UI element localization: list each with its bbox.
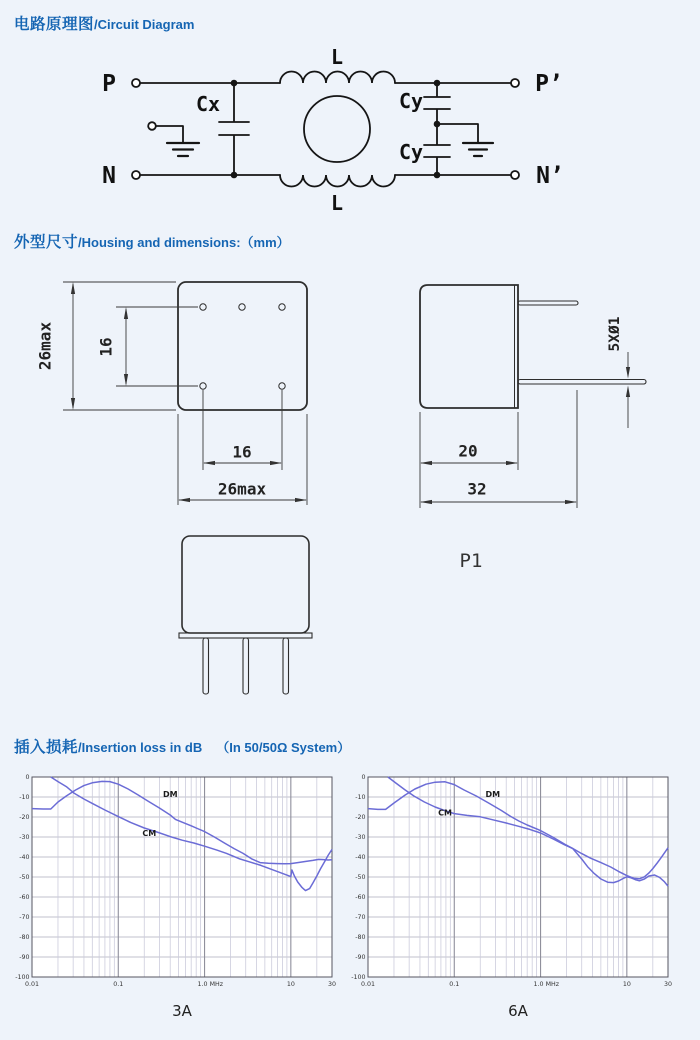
inductor-top xyxy=(280,72,395,84)
terminal-circles xyxy=(132,79,519,179)
svg-text:0: 0 xyxy=(361,774,366,781)
svg-text:30: 30 xyxy=(663,981,673,988)
inductor-bottom xyxy=(280,175,395,187)
left-ground-icon xyxy=(167,143,199,156)
circuit-title-en: /Circuit Diagram xyxy=(94,17,195,32)
svg-text:-100: -100 xyxy=(15,974,30,981)
dim-pin-dia-label: 5XØ1 xyxy=(607,316,623,352)
terminal-p-prime-label: P’ xyxy=(535,71,563,97)
dim-height-max-label: 26max xyxy=(35,321,55,371)
l-top-label: L xyxy=(330,45,344,69)
dim-overall-depth-label: 32 xyxy=(467,479,487,499)
left-ground-lead xyxy=(156,126,183,142)
dim-width-max-label: 26max xyxy=(217,479,267,499)
series-label-dm: DM xyxy=(485,790,501,799)
svg-text:10: 10 xyxy=(622,981,631,988)
svg-text:-20: -20 xyxy=(19,814,30,821)
svg-text:0.1: 0.1 xyxy=(113,981,124,988)
svg-text:-10: -10 xyxy=(19,794,30,801)
svg-text:10: 10 xyxy=(286,981,295,988)
dimension-arrows-side-view xyxy=(420,367,630,504)
chart-caption-3a: 3A xyxy=(172,1002,192,1020)
svg-text:-20: -20 xyxy=(355,814,366,821)
choke-core-circle xyxy=(304,96,370,162)
svg-text:0: 0 xyxy=(25,774,30,781)
svg-text:-30: -30 xyxy=(19,834,30,841)
circuit-schematic xyxy=(132,72,519,187)
dim-pin-pitch-h-label: 16 xyxy=(232,442,252,462)
loss-title-en: /Insertion loss in dB xyxy=(78,740,203,755)
svg-text:-70: -70 xyxy=(355,914,366,921)
loss-title-zh: 插入损耗 xyxy=(14,739,79,756)
svg-text:-70: -70 xyxy=(19,914,30,921)
housing-title-zh: 外型尺寸 xyxy=(14,234,79,251)
svg-text:-50: -50 xyxy=(355,874,366,881)
housing-top-view xyxy=(63,282,307,505)
svg-text:0.01: 0.01 xyxy=(360,981,376,988)
svg-text:-60: -60 xyxy=(19,894,30,901)
svg-text:-10: -10 xyxy=(355,794,366,801)
svg-text:1.0 MHz: 1.0 MHz xyxy=(533,981,560,988)
right-ground-icon xyxy=(463,143,493,156)
dim-body-depth-label: 20 xyxy=(458,441,478,461)
series-label-cm: CM xyxy=(142,829,157,838)
svg-text:-80: -80 xyxy=(355,934,366,941)
svg-text:-90: -90 xyxy=(355,954,366,961)
svg-text:-100: -100 xyxy=(351,974,366,981)
svg-text:-40: -40 xyxy=(355,854,366,861)
insertion-loss-chart-3a xyxy=(2,763,347,995)
svg-text:1.0 MHz: 1.0 MHz xyxy=(197,981,224,988)
section-header-housing xyxy=(14,230,290,252)
svg-text:-60: -60 xyxy=(355,894,366,901)
svg-text:30: 30 xyxy=(327,981,337,988)
dimension-lines-top-view xyxy=(63,282,307,505)
dim-pin-pitch-v-label: 16 xyxy=(96,337,116,357)
terminal-n-prime-label: N’ xyxy=(536,163,564,189)
svg-text:-30: -30 xyxy=(355,834,366,841)
cy-top-label: Cy xyxy=(398,89,424,113)
svg-text:-40: -40 xyxy=(19,854,30,861)
view-p1-label: P1 xyxy=(459,550,483,572)
loss-title-note: （In 50/50Ω System） xyxy=(216,740,351,755)
housing-title-en: /Housing and dimensions:（mm） xyxy=(78,235,290,250)
cy-bottom-label: Cy xyxy=(398,140,424,164)
capacitor-cy-chain xyxy=(424,83,450,175)
series-label-cm: CM xyxy=(438,808,452,818)
svg-text:0.1: 0.1 xyxy=(449,981,460,988)
chart-caption-6a: 6A xyxy=(508,1002,528,1020)
svg-text:-80: -80 xyxy=(19,934,30,941)
series-label-dm: DM xyxy=(163,790,178,799)
capacitor-cx xyxy=(219,83,249,175)
circuit-title-zh: 电路原理图 xyxy=(14,16,95,33)
section-header-circuit xyxy=(14,12,194,34)
section-header-loss xyxy=(14,735,350,757)
right-ground-lead xyxy=(437,124,478,142)
dimension-lines-side-view xyxy=(420,352,628,508)
cx-label: Cx xyxy=(195,92,221,116)
l-bottom-label: L xyxy=(330,191,344,215)
svg-text:-50: -50 xyxy=(19,874,30,881)
svg-text:0.01: 0.01 xyxy=(24,981,40,988)
terminal-n-label: N xyxy=(102,163,116,189)
terminal-p-label: P xyxy=(102,71,116,97)
pin-holes xyxy=(200,304,285,389)
housing-front-view xyxy=(179,536,312,694)
dimension-arrows-top-view xyxy=(71,282,307,502)
insertion-loss-chart-6a xyxy=(338,763,683,995)
svg-text:-90: -90 xyxy=(19,954,30,961)
